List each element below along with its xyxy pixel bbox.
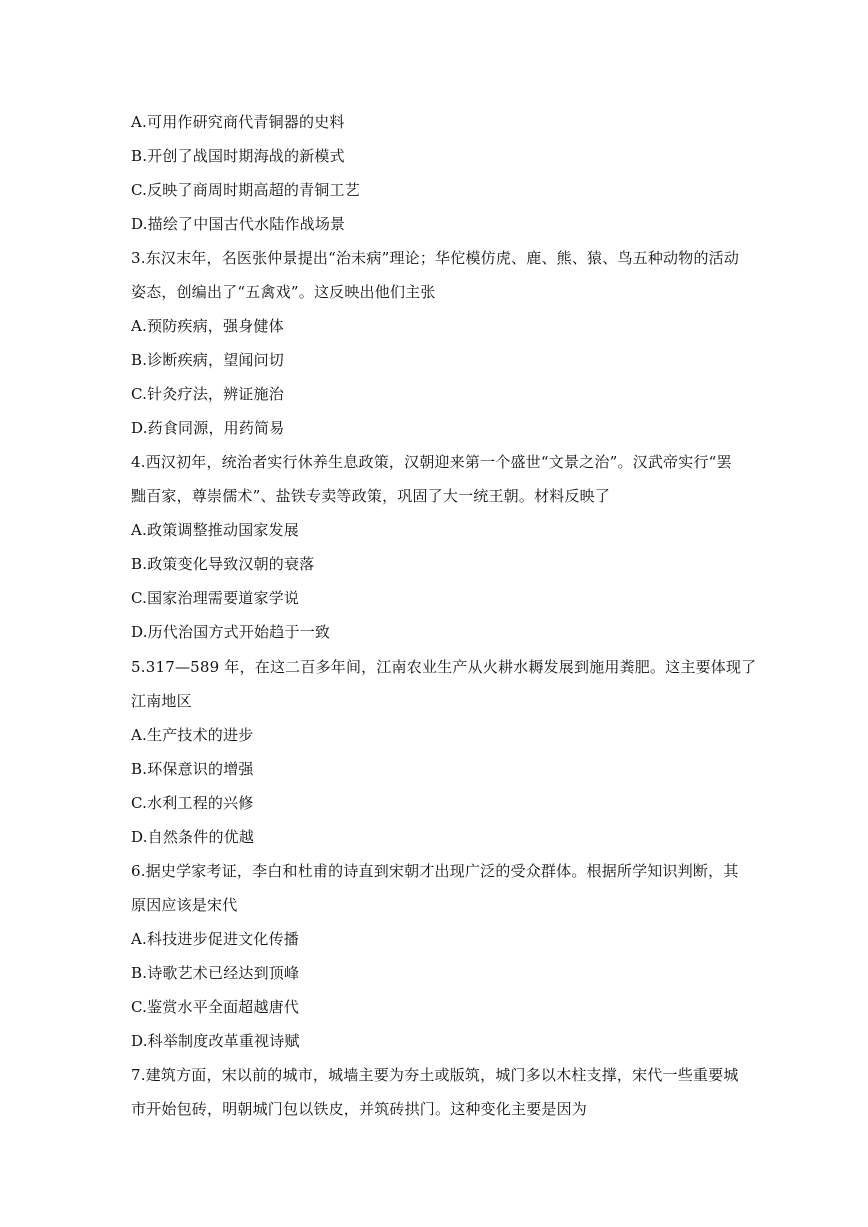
q5-option-a: A.生产技术的进步	[131, 726, 254, 744]
q6-stem-line-1: 6.据史学家考证，李白和杜甫的诗直到宋朝才出现广泛的受众群体。根据所学知识判断，其	[131, 862, 739, 880]
q3-option-c: C.针灸疗法，辨证施治	[131, 385, 284, 403]
q6-stem-line-2: 原因应该是宋代	[131, 896, 238, 914]
q2-option-d: D.描绘了中国古代水陆作战场景	[131, 215, 346, 233]
q6-option-c: C.鉴赏水平全面超越唐代	[131, 998, 300, 1016]
q3-option-b: B.诊断疾病，望闻问切	[131, 351, 284, 369]
q4-option-a: A.政策调整推动国家发展	[131, 521, 300, 539]
q5-option-c: C.水利工程的兴修	[131, 794, 254, 812]
q4-option-d: D.历代治国方式开始趋于一致	[131, 623, 331, 641]
q2-option-a: A.可用作研究商代青铜器的史料	[131, 113, 345, 131]
q5-stem-line-2: 江南地区	[131, 692, 192, 710]
q2-option-b: B.开创了战国时期海战的新模式	[131, 147, 345, 165]
q4-option-c: C.国家治理需要道家学说	[131, 589, 300, 607]
q4-stem-line-1: 4.西汉初年，统治者实行休养生息政策，汉朝迎来第一个盛世“文景之治”。汉武帝实行“罢	[131, 453, 732, 471]
q7-stem-line-2: 市开始包砖，明朝城门包以铁皮，并筑砖拱门。这种变化主要是因为	[131, 1100, 588, 1118]
q5-option-b: B.环保意识的增强	[131, 760, 254, 778]
q4-option-b: B.政策变化导致汉朝的衰落	[131, 555, 315, 573]
q3-option-d: D.药食同源，用药简易	[131, 419, 285, 437]
q6-option-a: A.科技进步促进文化传播	[131, 930, 300, 948]
q5-option-d: D.自然条件的优越	[131, 828, 255, 846]
q5-stem-line-1: 5.317—589 年，在这二百多年间，江南农业生产从火耕水耨发展到施用粪肥。这主要体现了	[131, 658, 757, 676]
q7-stem-line-1: 7.建筑方面，宋以前的城市，城墙主要为夯土或版筑，城门多以木柱支撑，宋代一些重要城	[131, 1066, 739, 1084]
q2-option-c: C.反映了商周时期高超的青铜工艺	[131, 181, 360, 199]
q3-option-a: A.预防疾病，强身健体	[131, 317, 284, 335]
q6-option-b: B.诗歌艺术已经达到顶峰	[131, 964, 300, 982]
q3-stem-line-1: 3.东汉末年，名医张仲景提出“治未病”理论；华佗模仿虎、鹿、熊、猿、鸟五种动物的活动	[131, 249, 740, 267]
q3-stem-line-2: 姿态，创编出了“五禽戏”。这反映出他们主张	[131, 283, 436, 301]
q4-stem-line-2: 黜百家，尊崇儒术”、盐铁专卖等政策，巩固了大一统王朝。材料反映了	[131, 487, 611, 505]
q6-option-d: D.科举制度改革重视诗赋	[131, 1032, 300, 1050]
